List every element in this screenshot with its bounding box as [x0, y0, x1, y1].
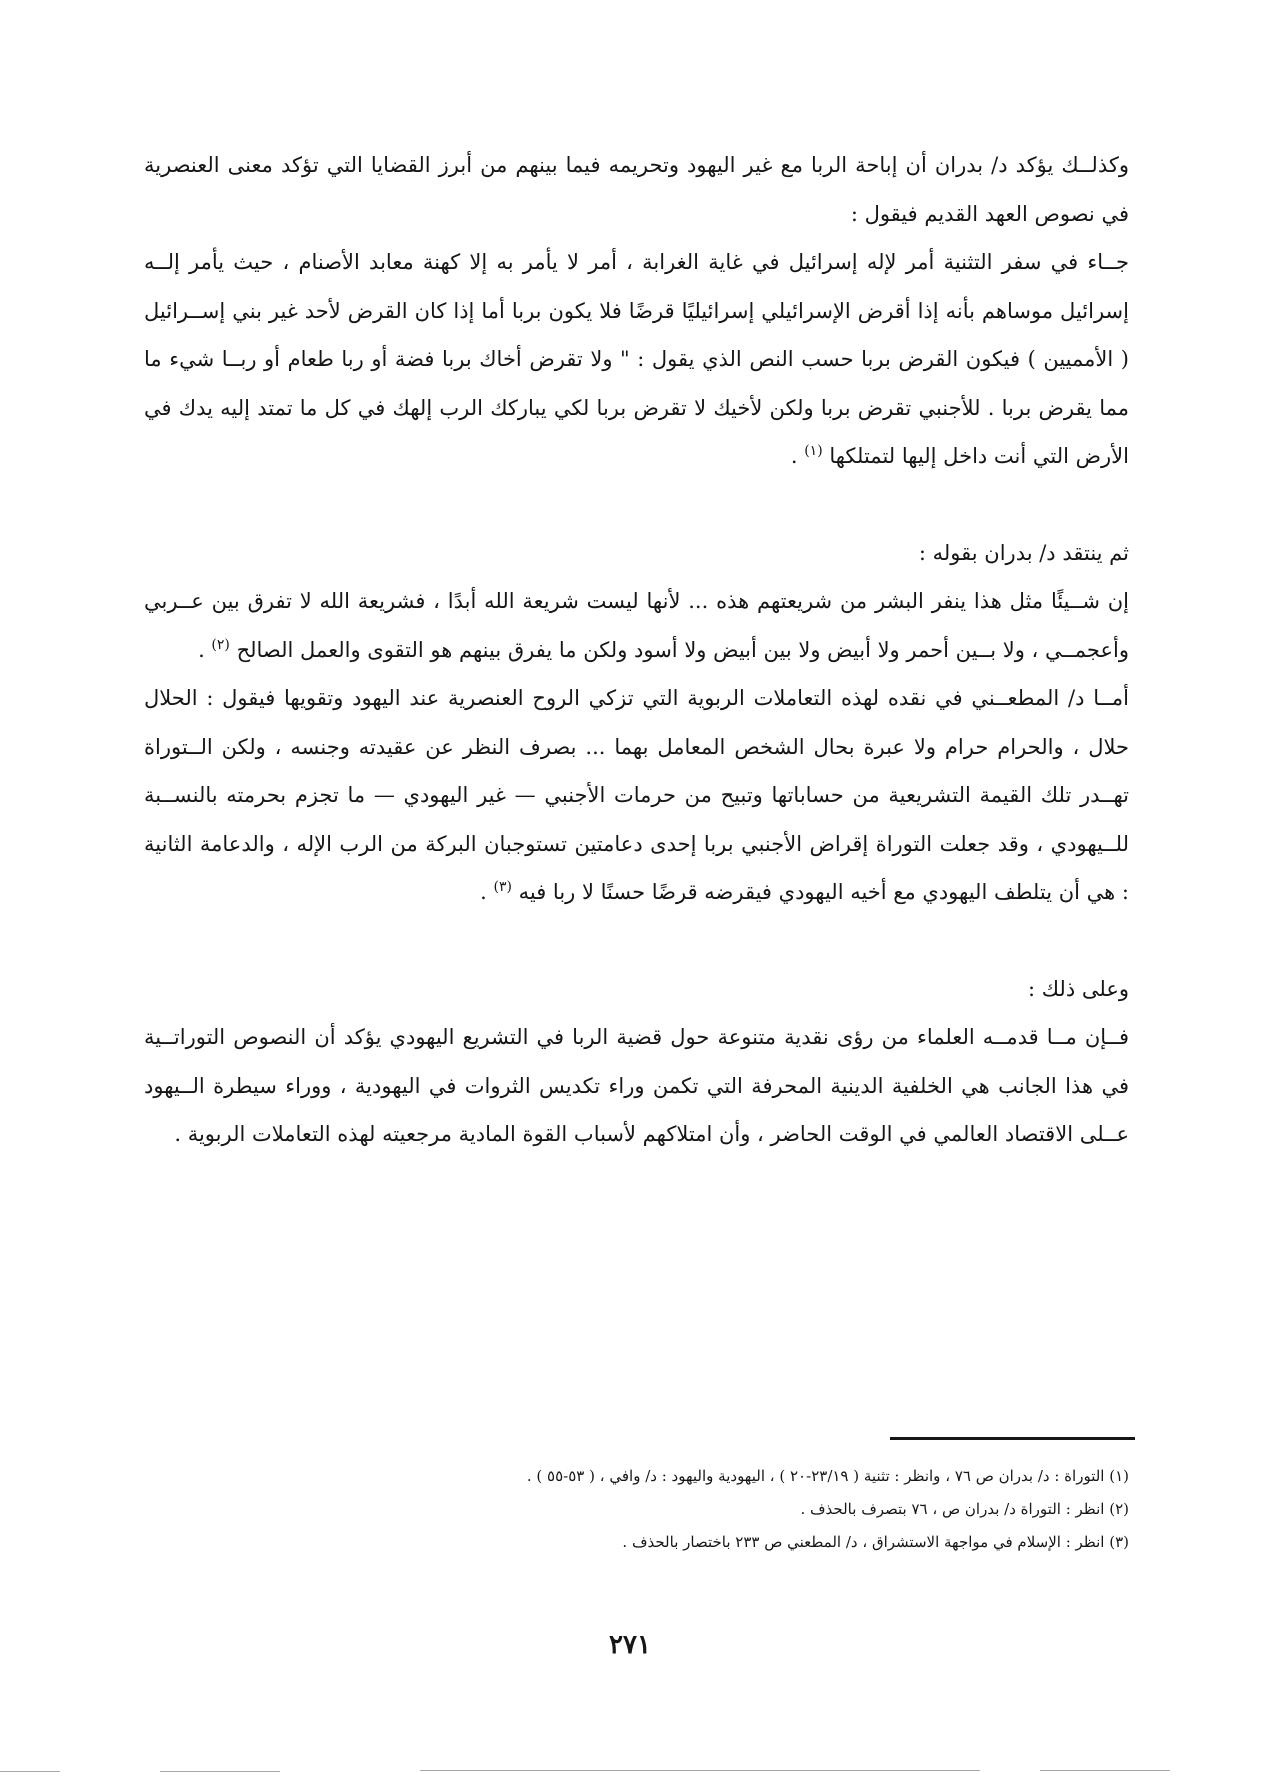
paragraph-1: وكذلــك يؤكد د/ بدران أن إباحة الربا مع غير اليهود وتحريمه فيما بينهم من أبرز القضايا التي تؤكد معنى العنصرية في نصوص العهد القديم فيقول :: [144, 153, 1129, 226]
footnote-3: (٣) انظر : الإسلام في مواجهة الاستشراق ، د/ المطعني ص ٢٣٣ باختصار بالحذف .: [622, 1533, 1129, 1551]
footnotes: [144, 1460, 1129, 1559]
paragraph-5-text: أمــا د/ المطعــني في نقده لهذه التعاملات الربوية التي تزكي الروح العنصرية عند اليهود وتقويها فيقول : الحلال حلال ، والحرام حرام ولا عبرة بحال الشخص المعامل بهما ... بصرف النظر عن عقيدته وجنسه ، ولكن الــتوراة تهــدر تلك القيمة التشريعية من حساباتها وتبيح من حرمات الأجنبي — غير اليهودي — ما تجزم بحرمته بالنســبة للــيهودي ، وقد جعلت التوراة إقراض الأجنبي بربا إحدى دعامتين تستوجبان البركة من الرب الإله ، والدعامة الثانية : هي أن يتلطف اليهودي مع أخيه اليهودي فيقرضه قرضًا حسنًا لا ربا فيه: [144, 686, 1129, 904]
footnote-2: (٢) انظر : التوراة د/ بدران ص ، ٧٦ بتصرف بالحذف .: [800, 1500, 1129, 1518]
paragraph-6: وعلى ذلك :: [1027, 976, 1129, 1001]
paragraph-5-end: .: [480, 880, 494, 904]
footnote-ref-1: (١): [804, 443, 823, 459]
scan-artifact-line: [160, 1771, 280, 1772]
paragraph-7: فــإن مــا قدمــه العلماء من رؤى نقدية متنوعة حول قضية الربا في التشريع اليهودي يؤكد أن النصوص التوراتــية في هذا الجانب هي الخلفية الدينية المحرفة التي تكمن وراء تكديس الثروات في اليهودية ، ووراء سيطرة الــيهود عــلى الاقتصاد العالمي في الوقت الحاضر ، وأن امتلاكهم لأسباب القوة المادية مرجعيته لهذه التعاملات الربوية .: [144, 1025, 1129, 1146]
paragraph-4-end: .: [198, 637, 212, 662]
page-number: ٢٧١: [609, 1630, 651, 1660]
paragraph-3: ثم ينتقد د/ بدران بقوله :: [918, 540, 1129, 565]
footnote-ref-2: (٢): [211, 636, 230, 653]
footnote-1: (١) التوراة : د/ بدران ص ٧٦ ، وانظر : تثنية ( ٢٣/١٩-٢٠ ) ، اليهودية واليهود : د/ وافي ، ( ٥٣-٥٥ ) .: [526, 1467, 1129, 1485]
footnote-separator: [890, 1437, 1135, 1440]
paragraph-4: [144, 577, 1129, 674]
paragraph-5: [144, 674, 1129, 917]
paragraph-2: [144, 238, 1129, 481]
scan-artifact-line: [1040, 1770, 1170, 1771]
main-text: [144, 141, 1129, 1159]
scan-artifact-line: [0, 1771, 60, 1772]
footnote-ref-3: (٣): [493, 879, 512, 895]
paragraph-2-text: جــاء في سفر التثنية أمر لإله إسرائيل في غاية الغرابة ، أمر لا يأمر به إلا كهنة معابد الأصنام ، حيث يأمر إلــه إسرائيل موساهم بأنه إذا أقرض الإسرائيلي إسرائيليًا قرضًا فلا يكون بربا أما إذا كان القرض لأحد غير بني إســرائيل ( الأمميين ) فيكون القرض بربا حسب النص الذي يقول : " ولا تقرض أخاك بربا فضة أو ربا طعام أو ربــا شيء ما مما يقرض بربا . للأجنبي تقرض بربا ولكن لأخيك لا تقرض بربا لكي يباركك الرب إلهك في كل ما تمتد إليه يدك في الأرض التي أنت داخل إليها لتمتلكها: [144, 250, 1129, 468]
paragraph-4-text: إن شــيئًا مثل هذا ينفر البشر من شريعتهم هذه ... لأنها ليست شريعة الله أبدًا ، فشريعة الله لا تفرق بين عــربي وأعجمــي ، ولا بــين أحمر ولا أبيض ولا بين أبيض ولا أسود ولكن ما يفرق بينهم هو التقوى والعمل الصالح: [144, 589, 1129, 662]
paragraph-2-end: .: [790, 444, 805, 468]
scan-artifact-line: [420, 1770, 980, 1771]
